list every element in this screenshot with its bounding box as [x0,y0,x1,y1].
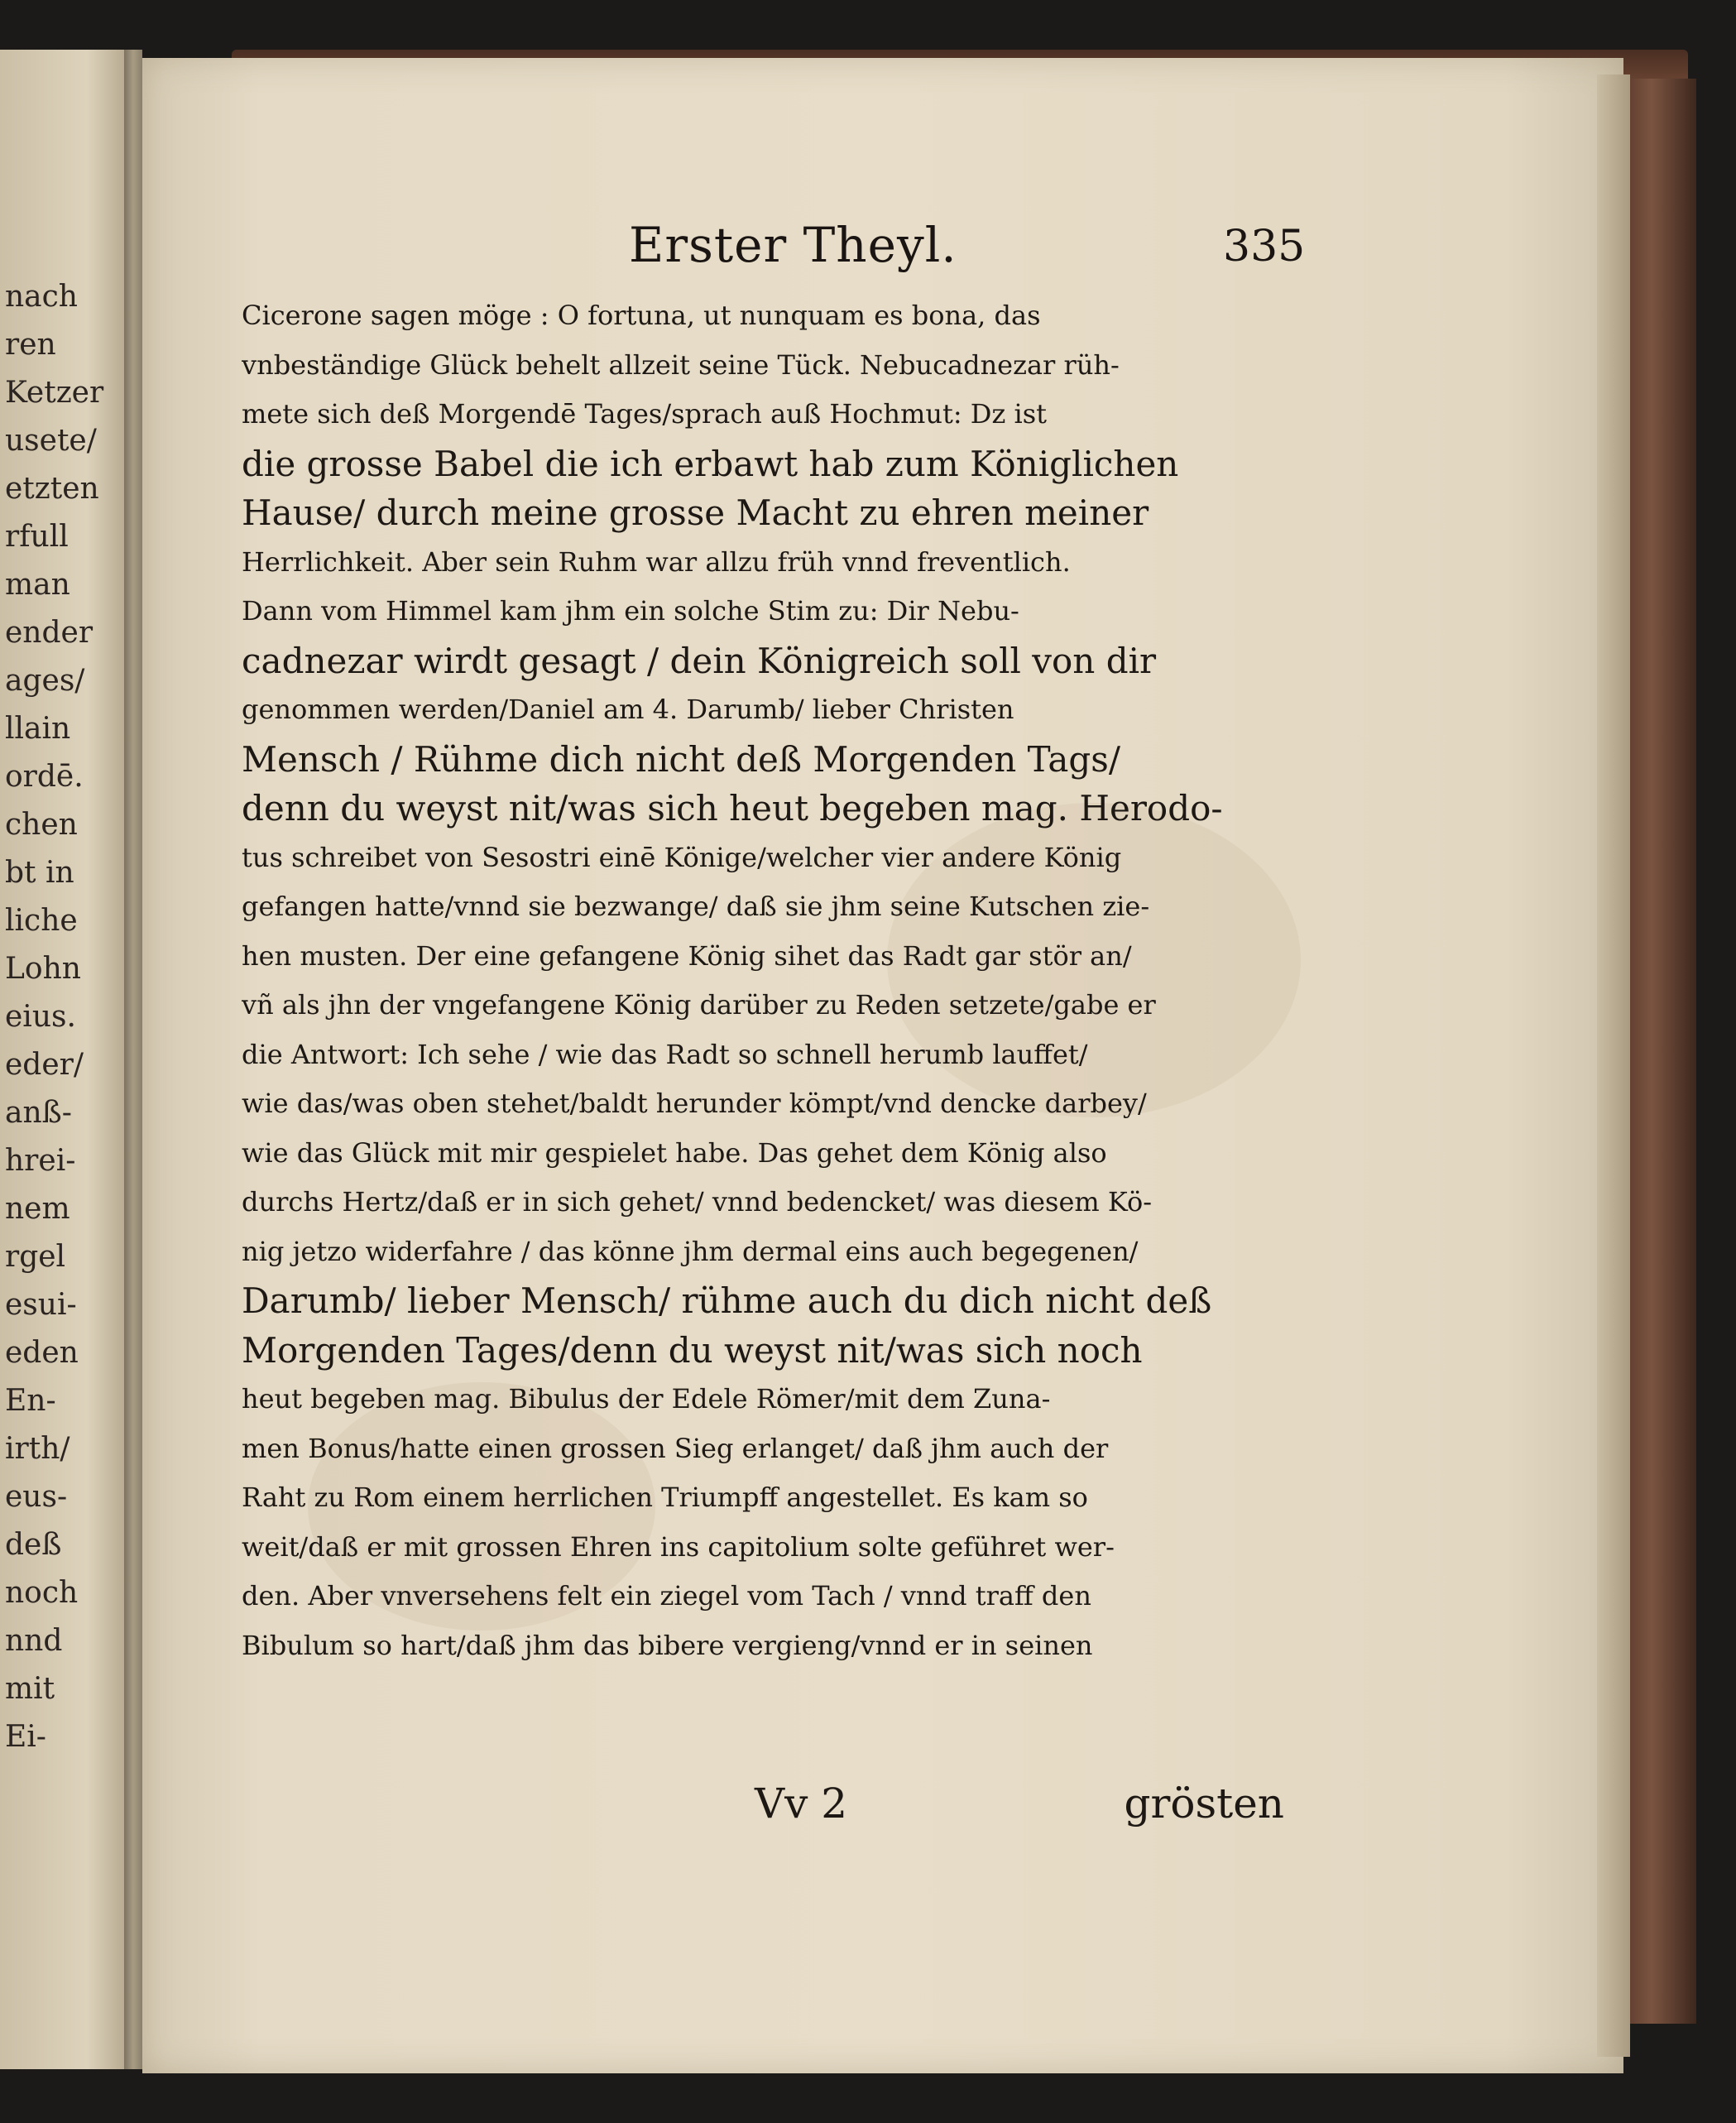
text-line: Cicerone sagen möge : O fortuna, ut nunquam es bona, das [242,300,1041,331]
left-page-text-fragment: nach [5,280,78,314]
text-line: hen musten. Der eine gefangene König sihet das Radt gar stör an/ [242,939,1132,972]
text-line: Darumb/ lieber Mensch/ rühme auch du dich nicht deß [242,1280,1212,1321]
text-line: genommen werden/Daniel am 4. Darumb/ lieber Christen [242,694,1014,725]
left-page-fragment [0,50,124,2069]
left-page-text-fragment: nem [5,1192,70,1226]
left-page-text-fragment: ren [5,328,56,362]
text-line: tus schreibet von Sesostri einē Könige/welcher vier andere König [242,841,1122,873]
left-page-text-fragment: irth/ [5,1432,70,1466]
text-line: durchs Hertz/daß er in sich gehet/ vnnd bedencket/ was diesem Kö- [242,1186,1153,1218]
text-line: weit/daß er mit grossen Ehren ins capitolium solte geführet wer- [242,1530,1115,1563]
left-page-text-fragment: ender [5,616,94,650]
left-page-text-fragment: bt in [5,856,74,890]
text-line: heut begeben mag. Bibulus der Edele Römer/mit dem Zuna- [242,1383,1051,1415]
text-line: vñ als jhn der vngefangene König darüber zu Reden setzete/gabe er [242,989,1156,1021]
left-page-text-fragment: Lohn [5,952,81,986]
body-text [242,291,1284,1670]
page-number: 335 [1223,222,1306,271]
left-page-text-fragment: eius. [5,1000,76,1034]
left-page-text-fragment: llain [5,712,71,746]
left-page-text-fragment: eden [5,1336,79,1370]
left-page-text-fragment: etzten [5,472,99,506]
left-page-text-fragment: liche [5,904,78,938]
page-footer [242,1780,1284,1837]
left-page-text-fragment: deß [5,1528,62,1562]
text-line: den. Aber vnversehens felt ein ziegel vom Tach / vnnd traff den [242,1580,1091,1611]
left-page-text-fragment: Ei- [5,1720,46,1754]
text-line: die grosse Babel die ich erbawt hab zum Königlichen [242,443,1179,484]
left-page-text-fragment: mit [5,1672,55,1706]
text-line: Raht zu Rom einem herrlichen Triumpff angestellet. Es kam so [242,1482,1088,1513]
text-line: Morgenden Tages/denn du weyst nit/was sich noch [242,1329,1143,1371]
text-line: vnbeständige Glück behelt allzeit seine Tück. Nebucadnezar rüh- [242,348,1120,381]
text-line: mete sich deß Morgendē Tages/sprach auß Hochmut: Dz ist [242,398,1047,430]
text-line: Herrlichkeit. Aber sein Ruhm war allzu früh vnnd freventlich. [242,545,1071,578]
left-page-text-fragment: noch [5,1576,79,1610]
text-line: Mensch / Rühme dich nicht deß Morgenden Tags/ [242,738,1120,780]
text-line: wie das/was oben stehet/baldt herunder kömpt/vnd dencke darbey/ [242,1088,1147,1119]
left-page-text-fragment: ordē. [5,760,84,794]
catchword: grösten [1124,1780,1284,1828]
text-line: Bibulum so hart/daß jhm das bibere vergieng/vnnd er in seinen [242,1629,1093,1661]
left-page-text-fragment: rgel [5,1240,66,1274]
left-page-text-fragment: usete/ [5,424,97,458]
left-page-text-fragment: ages/ [5,664,85,698]
page-edge [1597,74,1630,2057]
left-page-text-fragment: anß- [5,1096,72,1130]
book-gutter [124,50,142,2069]
text-line: Hause/ durch meine grosse Macht zu ehren meiner [242,492,1149,533]
left-page-text-fragment: chen [5,808,78,842]
text-line: cadnezar wirdt gesagt / dein Königreich soll von dir [242,640,1157,681]
text-line: gefangen hatte/vnnd sie bezwange/ daß sie jhm seine Kutschen zie- [242,891,1150,922]
left-page-text-fragment: esui- [5,1288,77,1322]
left-page-text-fragment: En- [5,1384,56,1418]
running-head: Erster Theyl. [629,217,957,273]
text-line: men Bonus/hatte einen grossen Sieg erlanget/ daß jhm auch der [242,1432,1109,1464]
text-line: Dann vom Himmel kam jhm ein solche Stim zu: Dir Nebu- [242,595,1019,627]
text-line: denn du weyst nit/was sich heut begeben mag. Herodo- [242,788,1223,829]
left-page-text-fragment: rfull [5,520,69,554]
left-page-text-fragment: hrei- [5,1144,76,1178]
text-line: die Antwort: Ich sehe / wie das Radt so schnell herumb lauffet/ [242,1038,1088,1070]
signature-mark: Vv 2 [755,1780,848,1828]
left-page-text-fragment: eder/ [5,1048,84,1082]
left-page-text-fragment: Ketzer [5,376,104,410]
book-cover-right [1622,79,1696,2024]
left-page-text-fragment: man [5,568,70,602]
left-page-text-fragment: nnd [5,1624,63,1658]
left-page-text-fragment: eus- [5,1480,68,1514]
text-line: wie das Glück mit mir gespielet habe. Das gehet dem König also [242,1136,1107,1169]
text-line: nig jetzo widerfahre / das könne jhm dermal eins auch begegenen/ [242,1235,1139,1267]
